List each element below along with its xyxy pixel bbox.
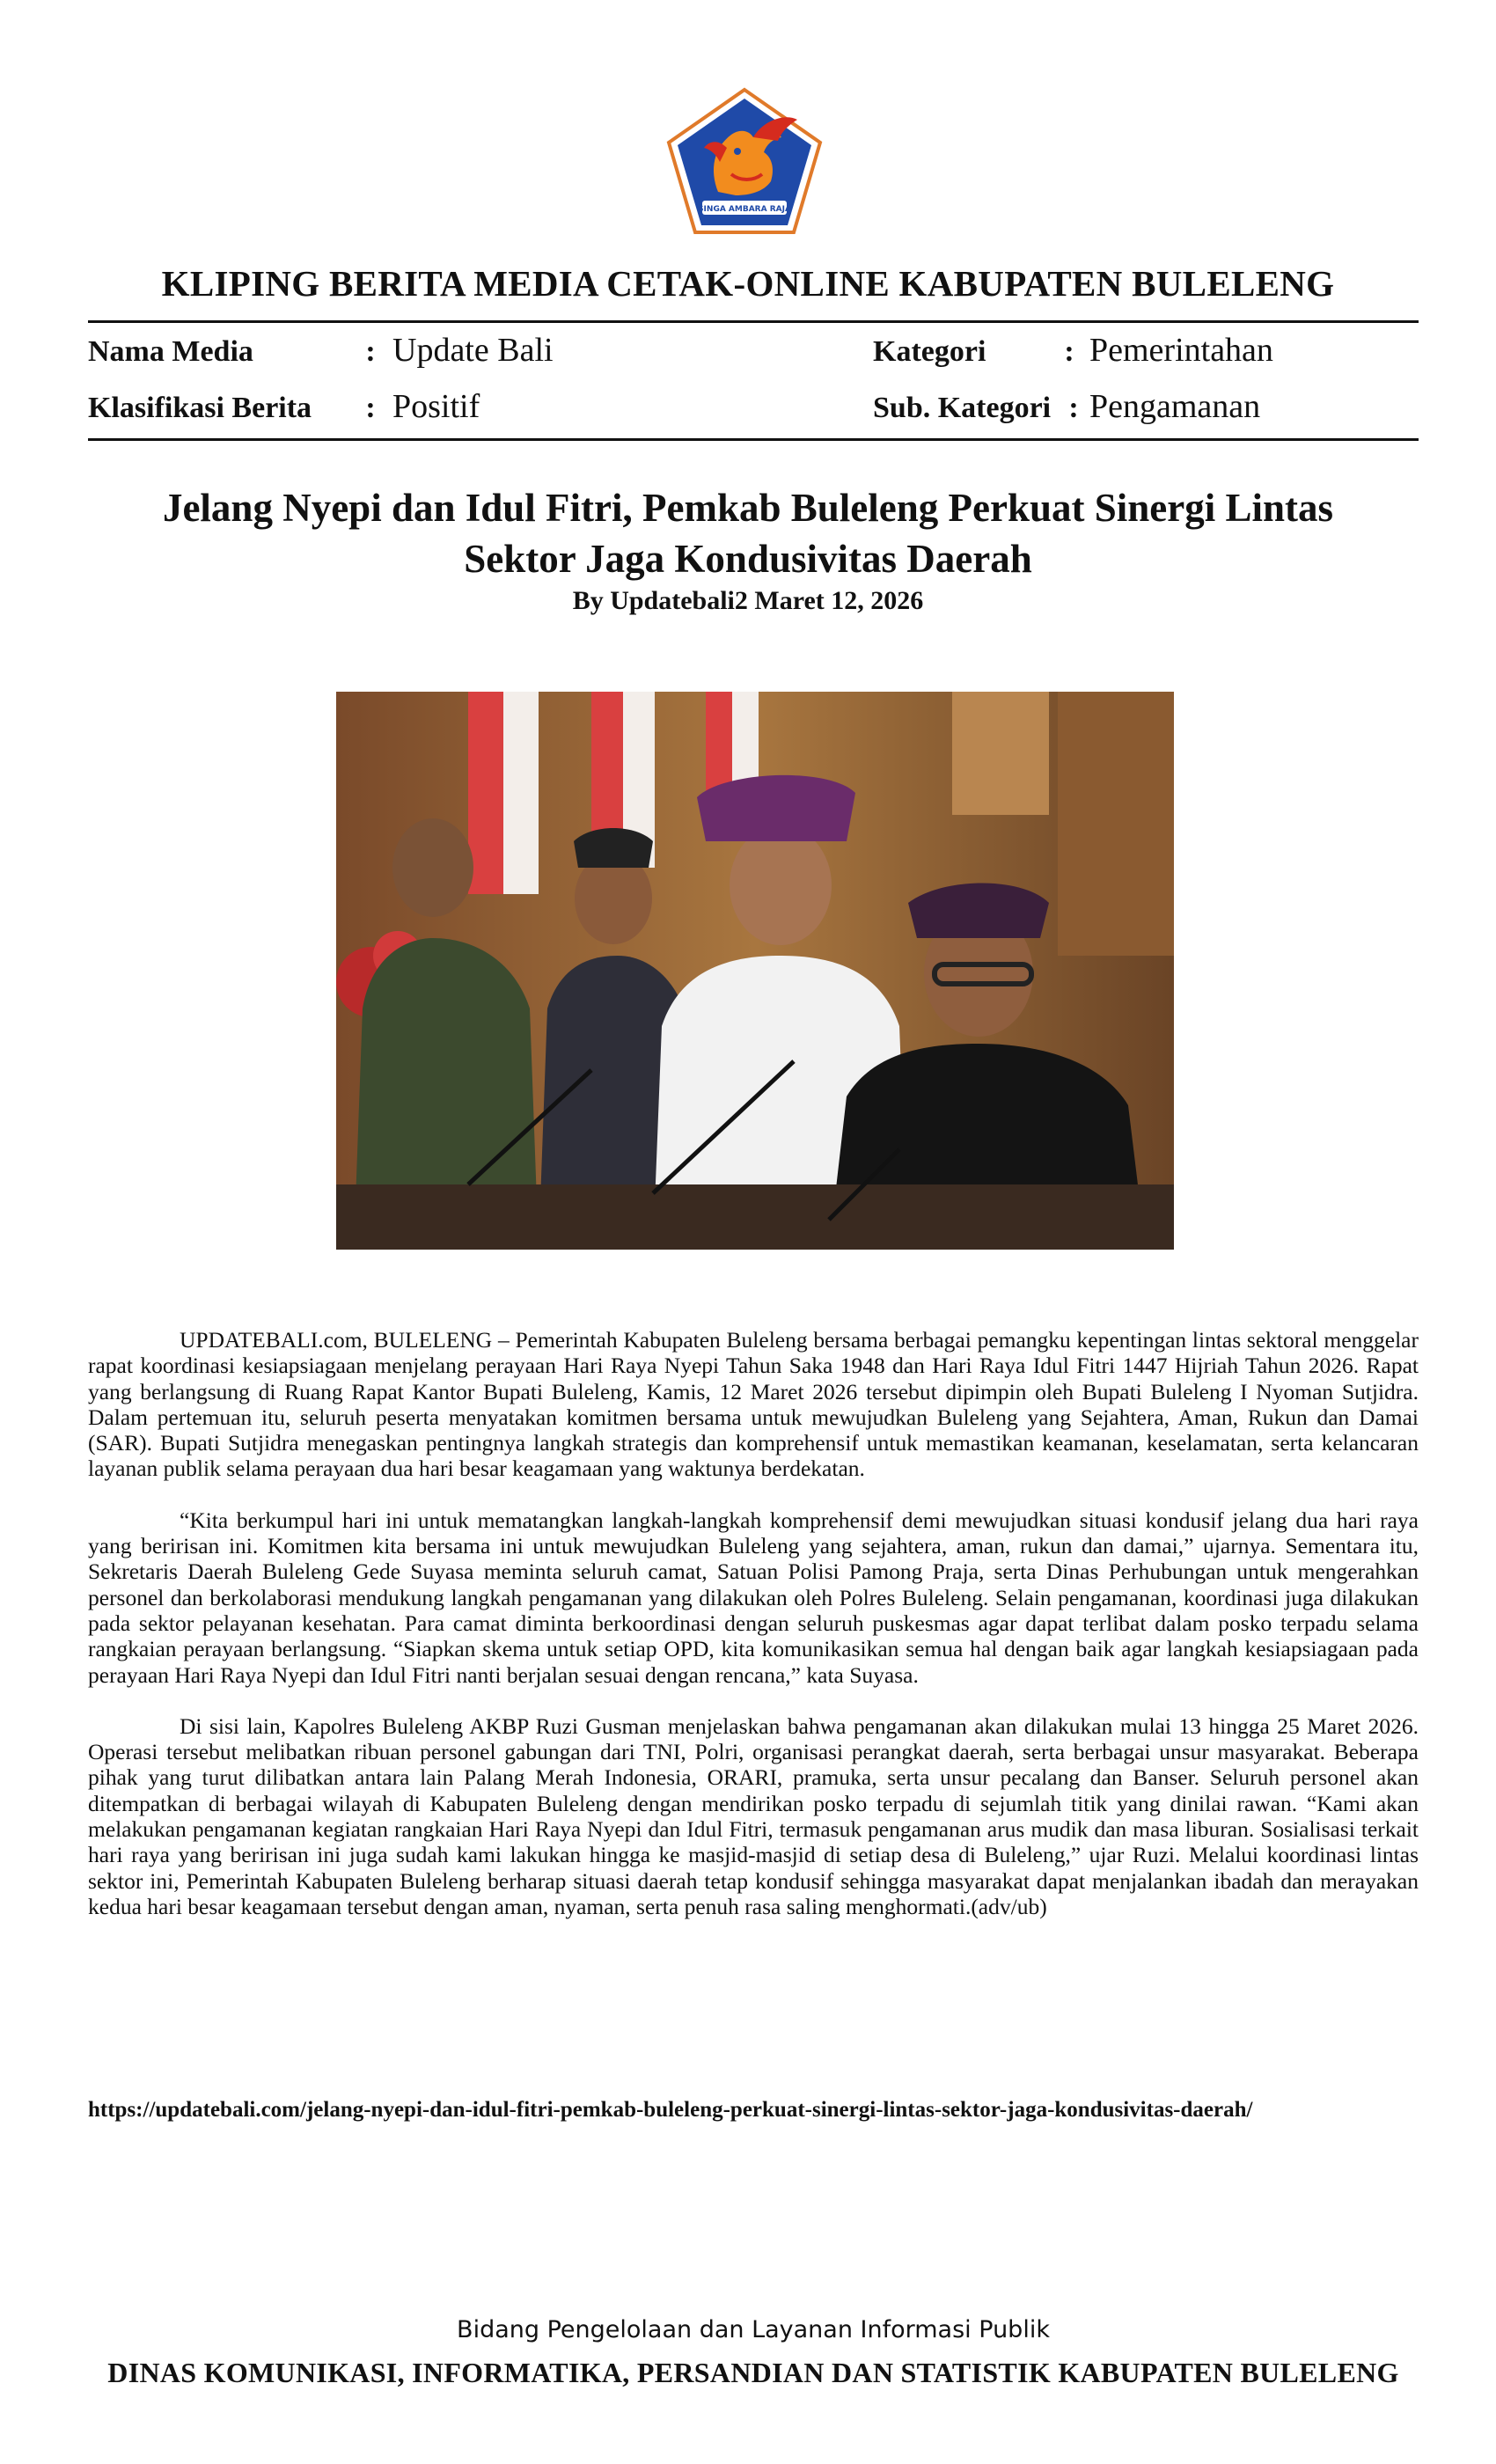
meta-label: Nama Media [88, 335, 253, 368]
article-paragraph: “Kita berkumpul hari ini untuk mematangkan langkah-langkah komprehensif demi mewujudkan situasi kondusif jelang dua hari raya yang beririsan ini. Komitmen kita bersama ini untuk mewujudkan Buleleng yang sejahtera, aman, rukun dan damai,” ujarnya. Sementara itu, Sekretaris Daerah Buleleng Gede Suyasa meminta seluruh camat, Satuan Polisi Pamong Praja, serta Dinas Perhubungan untuk mengerahkan personel dan berkolaborasi mendukung langkah pengamanan yang dilakukan oleh Polres Buleleng. Selain pengamanan, koordinasi juga dilakukan pada sektor pelayanan kesehatan. Para camat diminta berkoordinasi dengan seluruh puskesmas agar dapat terlibat dalam posko terpadu selama rangkaian perayaan berlangsung. “Siapkan skema untuk setiap OPD, kita komunikasikan semua hal dengan baik agar langkah kesiapsiagaan pada perayaan Hari Raya Nyepi dan Idul Fitri nanti berjalan sesuai dengan rencana,” kata Suyasa. [88, 1507, 1419, 1688]
buleleng-emblem-logo [665, 86, 824, 236]
meta-value: Positif [392, 388, 480, 425]
meta-value: Pemerintahan [1089, 332, 1273, 369]
source-url-link[interactable]: https://updatebali.com/jelang-nyepi-dan-idul-fitri-pemkab-buleleng-perkuat-sinergi-lintas-sektor-jaga-kondusivitas-daerah/ [88, 2098, 1253, 2122]
meta-value: Update Bali [392, 332, 554, 369]
divider-top [88, 320, 1419, 323]
meta-colon: : [1064, 335, 1074, 368]
meta-colon: : [365, 335, 376, 368]
article-title: Jelang Nyepi dan Idul Fitri, Pemkab Buleleng Perkuat Sinergi Lintas Sektor Jaga Kondusivitas Daerah [162, 486, 1334, 581]
meta-label: Sub. Kategori [873, 392, 1052, 424]
footer-agency: DINAS KOMUNIKASI, INFORMATIKA, PERSANDIAN DAN STATISTIK KABUPATEN BULELENG [107, 2357, 1399, 2388]
article-paragraph: UPDATEBALI.com, BULELENG – Pemerintah Kabupaten Buleleng bersama berbagai pemangku kepentingan lintas sektoral menggelar rapat koordinasi kesiapsiagaan menjelang perayaan Hari Raya Nyepi Tahun Saka 1948 dan Hari Raya Idul Fitri 1447 Hijriah Tahun 2026. Rapat yang berlangsung di Ruang Rapat Kantor Bupati Buleleng, Kamis, 12 Maret 2026 tersebut dipimpin oleh Bupati Buleleng I Nyoman Sutjidra. Dalam pertemuan itu, seluruh peserta menyatakan komitmen bersama untuk mewujudkan Buleleng yang Sejahtera, Aman, Rukun dan Damai (SAR). Bupati Sutjidra menegaskan pentingnya langkah strategis dan komprehensif untuk memastikan keamanan, keselamatan, serta kelancaran layanan publik selama perayaan dua hari besar keagamaan yang waktunya berdekatan. [88, 1327, 1419, 1482]
meta-nama-media [88, 331, 554, 370]
divider-bottom [88, 438, 1419, 441]
article-paragraph: Di sisi lain, Kapolres Buleleng AKBP Ruzi Gusman menjelaskan bahwa pengamanan akan dilakukan mulai 13 hingga 25 Maret 2026. Operasi tersebut melibatkan ribuan personel gabungan dari TNI, Polri, organisasi perangkat daerah, serta berbagai unsur masyarakat. Beberapa pihak yang turut dilibatkan antara lain Palang Merah Indonesia, ORARI, pramuka, serta unsur pecalang dan Banser. Seluruh personel akan ditempatkan di berbagai wilayah di Kabupaten Buleleng dengan mendirikan posko terpadu di sejumlah titik yang dinilai rawan. “Kami akan melakukan pengamanan kegiatan rangkaian Hari Raya Nyepi dan Idul Fitri, termasuk pengamanan arus mudik dan masa liburan. Sosialisasi terkait hari raya yang beririsan ini juga sudah kami lakukan hingga ke masjid-masjid di setiap desa di Buleleng,” ujar Ruzi. Melalui koordinasi lintas sektor ini, Pemerintah Kabupaten Buleleng berharap situasi daerah tetap kondusif sehingga masyarakat dapat menjalankan ibadah dan merayakan kedua hari besar keagamaan tersebut dengan aman, nyaman, serta penuh rasa saling menghormati.(adv/ub) [88, 1712, 1419, 1919]
meta-label: Klasifikasi Berita [88, 392, 312, 424]
meta-kategori [873, 331, 1273, 370]
article-photo [336, 692, 1174, 1250]
meta-sub-kategori [873, 387, 1260, 426]
meta-value: Pengamanan [1089, 388, 1261, 425]
article-byline: By Updatebali2 Maret 12, 2026 [572, 586, 924, 615]
meta-colon: : [1068, 392, 1079, 424]
page-title: KLIPING BERITA MEDIA CETAK-ONLINE KABUPATEN BULELENG [161, 263, 1335, 304]
meta-colon: : [365, 392, 376, 424]
article-body [88, 1327, 1419, 1945]
footer-department: Bidang Pengelolaan dan Layanan Informasi Publik [457, 2316, 1050, 2343]
meta-klasifikasi [88, 387, 480, 426]
emblem-motto: SINGA AMBARA RAJA [698, 205, 791, 214]
meta-label: Kategori [873, 335, 986, 368]
emblem-icon [665, 86, 824, 236]
